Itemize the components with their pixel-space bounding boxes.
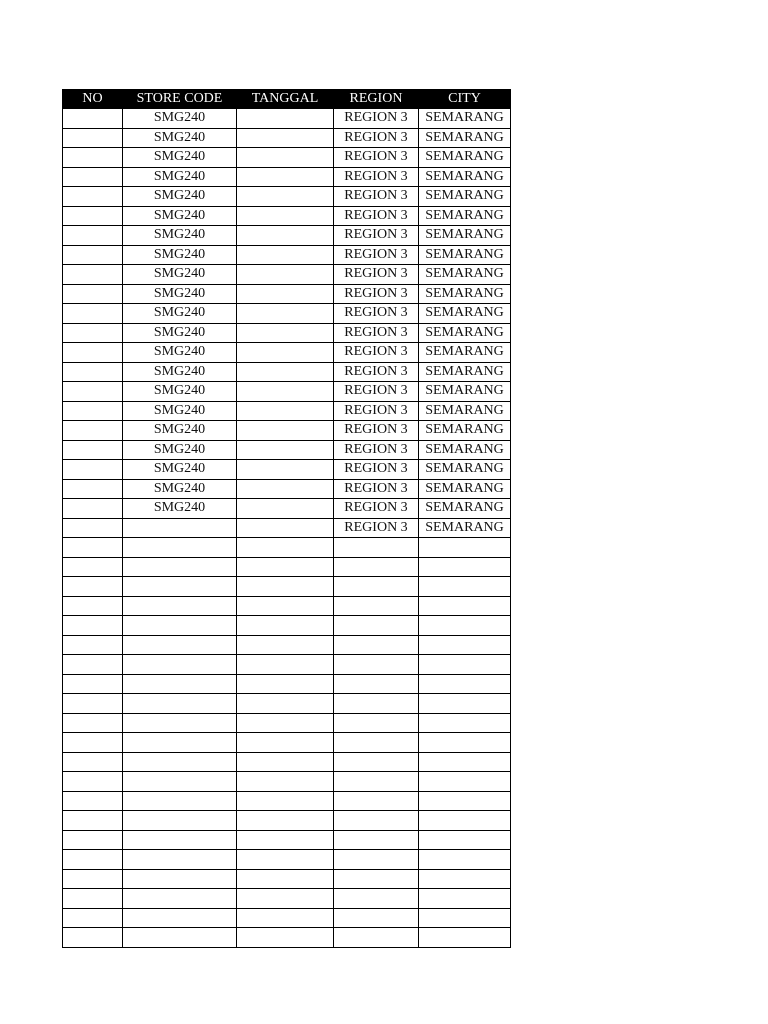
- cell-store-code[interactable]: [123, 538, 237, 558]
- table-row: [63, 928, 511, 948]
- cell-no[interactable]: [63, 304, 123, 324]
- cell-store-code[interactable]: SMG240: [123, 479, 237, 499]
- cell-no[interactable]: [63, 518, 123, 538]
- cell-tanggal[interactable]: [237, 694, 334, 714]
- table-row: [63, 421, 511, 441]
- cell-store-code[interactable]: [123, 694, 237, 714]
- table-row: [63, 889, 511, 909]
- cell-city[interactable]: [419, 694, 511, 714]
- cell-no[interactable]: [63, 479, 123, 499]
- cell-store-code[interactable]: SMG240: [123, 206, 237, 226]
- cell-store-code[interactable]: SMG240: [123, 323, 237, 343]
- cell-no[interactable]: [63, 869, 123, 889]
- table-row: [63, 694, 511, 714]
- cell-tanggal[interactable]: [237, 811, 334, 831]
- cell-tanggal[interactable]: [237, 109, 334, 129]
- cell-region[interactable]: REGION 3: [334, 460, 419, 480]
- cell-store-code[interactable]: [123, 811, 237, 831]
- table-row: [63, 401, 511, 421]
- cell-store-code[interactable]: SMG240: [123, 499, 237, 519]
- cell-store-code[interactable]: [123, 869, 237, 889]
- cell-tanggal[interactable]: [237, 226, 334, 246]
- table-row: [63, 733, 511, 753]
- cell-tanggal[interactable]: [237, 518, 334, 538]
- table-row: [63, 655, 511, 675]
- cell-no[interactable]: [63, 811, 123, 831]
- cell-no[interactable]: [63, 187, 123, 207]
- cell-tanggal[interactable]: [237, 713, 334, 733]
- cell-store-code[interactable]: SMG240: [123, 421, 237, 441]
- cell-store-code[interactable]: [123, 518, 237, 538]
- table-row: [63, 908, 511, 928]
- cell-city[interactable]: [419, 869, 511, 889]
- cell-region[interactable]: [334, 791, 419, 811]
- table-row: [63, 304, 511, 324]
- table-row: [63, 323, 511, 343]
- cell-region[interactable]: REGION 3: [334, 187, 419, 207]
- header-row: [63, 90, 511, 109]
- cell-store-code[interactable]: [123, 713, 237, 733]
- cell-no[interactable]: [63, 928, 123, 948]
- cell-region[interactable]: [334, 928, 419, 948]
- cell-no[interactable]: [63, 128, 123, 148]
- cell-region[interactable]: [334, 889, 419, 909]
- cell-region[interactable]: [334, 908, 419, 928]
- cell-store-code[interactable]: [123, 577, 237, 597]
- cell-city[interactable]: [419, 791, 511, 811]
- cell-region[interactable]: REGION 3: [334, 167, 419, 187]
- cell-region[interactable]: REGION 3: [334, 382, 419, 402]
- cell-city[interactable]: SEMARANG: [419, 128, 511, 148]
- cell-city[interactable]: [419, 713, 511, 733]
- cell-tanggal[interactable]: [237, 850, 334, 870]
- cell-store-code[interactable]: [123, 830, 237, 850]
- cell-city[interactable]: SEMARANG: [419, 206, 511, 226]
- cell-tanggal[interactable]: [237, 557, 334, 577]
- table-row: [63, 362, 511, 382]
- cell-store-code[interactable]: SMG240: [123, 284, 237, 304]
- cell-city[interactable]: SEMARANG: [419, 304, 511, 324]
- cell-store-code[interactable]: [123, 635, 237, 655]
- cell-city[interactable]: SEMARANG: [419, 265, 511, 285]
- data-table: [62, 89, 511, 948]
- cell-tanggal[interactable]: [237, 908, 334, 928]
- table-row: [63, 830, 511, 850]
- table-row: [63, 518, 511, 538]
- cell-tanggal[interactable]: [237, 421, 334, 441]
- cell-tanggal[interactable]: [237, 752, 334, 772]
- table-row: [63, 791, 511, 811]
- table-header: [63, 90, 511, 109]
- cell-region[interactable]: [334, 557, 419, 577]
- cell-no[interactable]: [63, 323, 123, 343]
- table-row: [63, 343, 511, 363]
- cell-store-code[interactable]: [123, 557, 237, 577]
- cell-no[interactable]: [63, 362, 123, 382]
- cell-no[interactable]: [63, 674, 123, 694]
- cell-city[interactable]: SEMARANG: [419, 499, 511, 519]
- cell-region[interactable]: REGION 3: [334, 148, 419, 168]
- cell-city[interactable]: SEMARANG: [419, 382, 511, 402]
- cell-tanggal[interactable]: [237, 791, 334, 811]
- cell-store-code[interactable]: SMG240: [123, 362, 237, 382]
- cell-region[interactable]: [334, 713, 419, 733]
- cell-region[interactable]: REGION 3: [334, 304, 419, 324]
- table-row: [63, 499, 511, 519]
- cell-region[interactable]: [334, 869, 419, 889]
- table-row: [63, 265, 511, 285]
- table-row: [63, 577, 511, 597]
- cell-city[interactable]: [419, 850, 511, 870]
- cell-tanggal[interactable]: [237, 148, 334, 168]
- cell-city[interactable]: SEMARANG: [419, 460, 511, 480]
- cell-region[interactable]: [334, 577, 419, 597]
- cell-region[interactable]: REGION 3: [334, 128, 419, 148]
- cell-city[interactable]: SEMARANG: [419, 187, 511, 207]
- table-row: [63, 869, 511, 889]
- cell-store-code[interactable]: SMG240: [123, 148, 237, 168]
- cell-tanggal[interactable]: [237, 245, 334, 265]
- cell-city[interactable]: SEMARANG: [419, 401, 511, 421]
- cell-tanggal[interactable]: [237, 928, 334, 948]
- cell-no[interactable]: [63, 830, 123, 850]
- table-row: [63, 460, 511, 480]
- cell-tanggal[interactable]: [237, 304, 334, 324]
- cell-tanggal[interactable]: [237, 635, 334, 655]
- table-row: [63, 674, 511, 694]
- cell-region[interactable]: [334, 772, 419, 792]
- cell-store-code[interactable]: SMG240: [123, 304, 237, 324]
- cell-store-code[interactable]: [123, 674, 237, 694]
- cell-tanggal[interactable]: [237, 401, 334, 421]
- cell-tanggal[interactable]: [237, 128, 334, 148]
- cell-city[interactable]: SEMARANG: [419, 245, 511, 265]
- cell-city[interactable]: [419, 830, 511, 850]
- header-store-code: STORE CODE: [123, 90, 237, 109]
- cell-no[interactable]: [63, 733, 123, 753]
- cell-region[interactable]: REGION 3: [334, 518, 419, 538]
- table-row: [63, 128, 511, 148]
- cell-tanggal[interactable]: [237, 538, 334, 558]
- table-row: [63, 616, 511, 636]
- cell-store-code[interactable]: SMG240: [123, 187, 237, 207]
- cell-store-code[interactable]: [123, 616, 237, 636]
- cell-city[interactable]: SEMARANG: [419, 479, 511, 499]
- cell-no[interactable]: [63, 908, 123, 928]
- cell-city[interactable]: SEMARANG: [419, 362, 511, 382]
- header-city: CITY: [419, 90, 511, 109]
- cell-store-code[interactable]: SMG240: [123, 382, 237, 402]
- cell-region[interactable]: REGION 3: [334, 265, 419, 285]
- cell-tanggal[interactable]: [237, 479, 334, 499]
- cell-store-code[interactable]: [123, 791, 237, 811]
- cell-tanggal[interactable]: [237, 323, 334, 343]
- cell-no[interactable]: [63, 791, 123, 811]
- cell-city[interactable]: SEMARANG: [419, 148, 511, 168]
- table-row: [63, 284, 511, 304]
- cell-city[interactable]: [419, 538, 511, 558]
- cell-no[interactable]: [63, 148, 123, 168]
- cell-region[interactable]: [334, 674, 419, 694]
- cell-no[interactable]: [63, 557, 123, 577]
- cell-store-code[interactable]: [123, 596, 237, 616]
- cell-city[interactable]: [419, 674, 511, 694]
- cell-region[interactable]: REGION 3: [334, 323, 419, 343]
- cell-tanggal[interactable]: [237, 889, 334, 909]
- table-row: [63, 479, 511, 499]
- header-no: NO: [63, 90, 123, 109]
- cell-city[interactable]: [419, 596, 511, 616]
- cell-no[interactable]: [63, 889, 123, 909]
- cell-no[interactable]: [63, 109, 123, 129]
- cell-city[interactable]: [419, 557, 511, 577]
- cell-region[interactable]: [334, 616, 419, 636]
- cell-city[interactable]: SEMARANG: [419, 167, 511, 187]
- cell-tanggal[interactable]: [237, 733, 334, 753]
- table-row: [63, 226, 511, 246]
- cell-no[interactable]: [63, 284, 123, 304]
- cell-tanggal[interactable]: [237, 187, 334, 207]
- cell-tanggal[interactable]: [237, 616, 334, 636]
- cell-tanggal[interactable]: [237, 772, 334, 792]
- cell-city[interactable]: SEMARANG: [419, 343, 511, 363]
- cell-region[interactable]: [334, 694, 419, 714]
- cell-no[interactable]: [63, 577, 123, 597]
- cell-store-code[interactable]: SMG240: [123, 265, 237, 285]
- header-region: REGION: [334, 90, 419, 109]
- cell-city[interactable]: [419, 908, 511, 928]
- cell-region[interactable]: [334, 811, 419, 831]
- cell-city[interactable]: SEMARANG: [419, 440, 511, 460]
- cell-region[interactable]: REGION 3: [334, 479, 419, 499]
- cell-store-code[interactable]: [123, 928, 237, 948]
- cell-no[interactable]: [63, 655, 123, 675]
- cell-no[interactable]: [63, 206, 123, 226]
- cell-region[interactable]: REGION 3: [334, 245, 419, 265]
- cell-store-code[interactable]: [123, 772, 237, 792]
- cell-no[interactable]: [63, 265, 123, 285]
- cell-region[interactable]: REGION 3: [334, 284, 419, 304]
- cell-region[interactable]: [334, 596, 419, 616]
- cell-no[interactable]: [63, 772, 123, 792]
- table-row: [63, 538, 511, 558]
- cell-city[interactable]: SEMARANG: [419, 518, 511, 538]
- cell-region[interactable]: [334, 752, 419, 772]
- table-row: [63, 752, 511, 772]
- cell-region[interactable]: REGION 3: [334, 499, 419, 519]
- cell-tanggal[interactable]: [237, 596, 334, 616]
- cell-city[interactable]: [419, 616, 511, 636]
- cell-store-code[interactable]: [123, 733, 237, 753]
- table-row: [63, 245, 511, 265]
- cell-city[interactable]: [419, 577, 511, 597]
- cell-region[interactable]: REGION 3: [334, 206, 419, 226]
- cell-no[interactable]: [63, 499, 123, 519]
- cell-city[interactable]: [419, 928, 511, 948]
- cell-no[interactable]: [63, 226, 123, 246]
- table-row: [63, 109, 511, 129]
- cell-no[interactable]: [63, 752, 123, 772]
- cell-store-code[interactable]: [123, 655, 237, 675]
- cell-tanggal[interactable]: [237, 577, 334, 597]
- cell-tanggal[interactable]: [237, 362, 334, 382]
- cell-store-code[interactable]: SMG240: [123, 109, 237, 129]
- cell-no[interactable]: [63, 635, 123, 655]
- cell-city[interactable]: [419, 635, 511, 655]
- cell-no[interactable]: [63, 167, 123, 187]
- table-row: [63, 713, 511, 733]
- cell-region[interactable]: [334, 655, 419, 675]
- cell-tanggal[interactable]: [237, 830, 334, 850]
- cell-store-code[interactable]: [123, 889, 237, 909]
- cell-no[interactable]: [63, 343, 123, 363]
- table-row: [63, 382, 511, 402]
- cell-no[interactable]: [63, 850, 123, 870]
- cell-region[interactable]: [334, 830, 419, 850]
- cell-city[interactable]: [419, 733, 511, 753]
- cell-region[interactable]: REGION 3: [334, 226, 419, 246]
- cell-store-code[interactable]: [123, 908, 237, 928]
- cell-tanggal[interactable]: [237, 655, 334, 675]
- cell-city[interactable]: SEMARANG: [419, 421, 511, 441]
- cell-store-code[interactable]: SMG240: [123, 343, 237, 363]
- cell-region[interactable]: REGION 3: [334, 401, 419, 421]
- cell-store-code[interactable]: SMG240: [123, 440, 237, 460]
- cell-no[interactable]: [63, 440, 123, 460]
- table-body: [63, 109, 511, 948]
- cell-region[interactable]: REGION 3: [334, 440, 419, 460]
- cell-region[interactable]: [334, 538, 419, 558]
- cell-store-code[interactable]: [123, 850, 237, 870]
- cell-tanggal[interactable]: [237, 382, 334, 402]
- cell-store-code[interactable]: SMG240: [123, 401, 237, 421]
- cell-no[interactable]: [63, 421, 123, 441]
- table-row: [63, 206, 511, 226]
- cell-city[interactable]: SEMARANG: [419, 109, 511, 129]
- cell-tanggal[interactable]: [237, 343, 334, 363]
- cell-no[interactable]: [63, 616, 123, 636]
- table-row: [63, 772, 511, 792]
- cell-region[interactable]: [334, 635, 419, 655]
- cell-no[interactable]: [63, 245, 123, 265]
- cell-tanggal[interactable]: [237, 167, 334, 187]
- cell-no[interactable]: [63, 382, 123, 402]
- cell-tanggal[interactable]: [237, 674, 334, 694]
- table-row: [63, 440, 511, 460]
- cell-store-code[interactable]: SMG240: [123, 128, 237, 148]
- cell-no[interactable]: [63, 694, 123, 714]
- cell-city[interactable]: [419, 811, 511, 831]
- table-row: [63, 148, 511, 168]
- cell-store-code[interactable]: [123, 752, 237, 772]
- cell-city[interactable]: [419, 889, 511, 909]
- cell-store-code[interactable]: SMG240: [123, 167, 237, 187]
- cell-tanggal[interactable]: [237, 460, 334, 480]
- cell-region[interactable]: REGION 3: [334, 421, 419, 441]
- cell-city[interactable]: SEMARANG: [419, 284, 511, 304]
- table-row: [63, 596, 511, 616]
- cell-city[interactable]: SEMARANG: [419, 226, 511, 246]
- table-row: [63, 811, 511, 831]
- cell-city[interactable]: [419, 752, 511, 772]
- cell-store-code[interactable]: SMG240: [123, 226, 237, 246]
- cell-region[interactable]: REGION 3: [334, 362, 419, 382]
- cell-region[interactable]: REGION 3: [334, 343, 419, 363]
- table-row: [63, 187, 511, 207]
- cell-store-code[interactable]: SMG240: [123, 245, 237, 265]
- cell-no[interactable]: [63, 460, 123, 480]
- cell-tanggal[interactable]: [237, 206, 334, 226]
- header-tanggal: TANGGAL: [237, 90, 334, 109]
- table-row: [63, 557, 511, 577]
- cell-region[interactable]: REGION 3: [334, 109, 419, 129]
- cell-no[interactable]: [63, 713, 123, 733]
- cell-region[interactable]: [334, 850, 419, 870]
- cell-tanggal[interactable]: [237, 265, 334, 285]
- table-row: [63, 635, 511, 655]
- cell-store-code[interactable]: SMG240: [123, 460, 237, 480]
- cell-region[interactable]: [334, 733, 419, 753]
- table-row: [63, 850, 511, 870]
- cell-city[interactable]: [419, 772, 511, 792]
- cell-tanggal[interactable]: [237, 284, 334, 304]
- cell-city[interactable]: [419, 655, 511, 675]
- cell-tanggal[interactable]: [237, 499, 334, 519]
- cell-no[interactable]: [63, 596, 123, 616]
- cell-city[interactable]: SEMARANG: [419, 323, 511, 343]
- table-row: [63, 167, 511, 187]
- cell-no[interactable]: [63, 401, 123, 421]
- cell-tanggal[interactable]: [237, 440, 334, 460]
- cell-tanggal[interactable]: [237, 869, 334, 889]
- cell-no[interactable]: [63, 538, 123, 558]
